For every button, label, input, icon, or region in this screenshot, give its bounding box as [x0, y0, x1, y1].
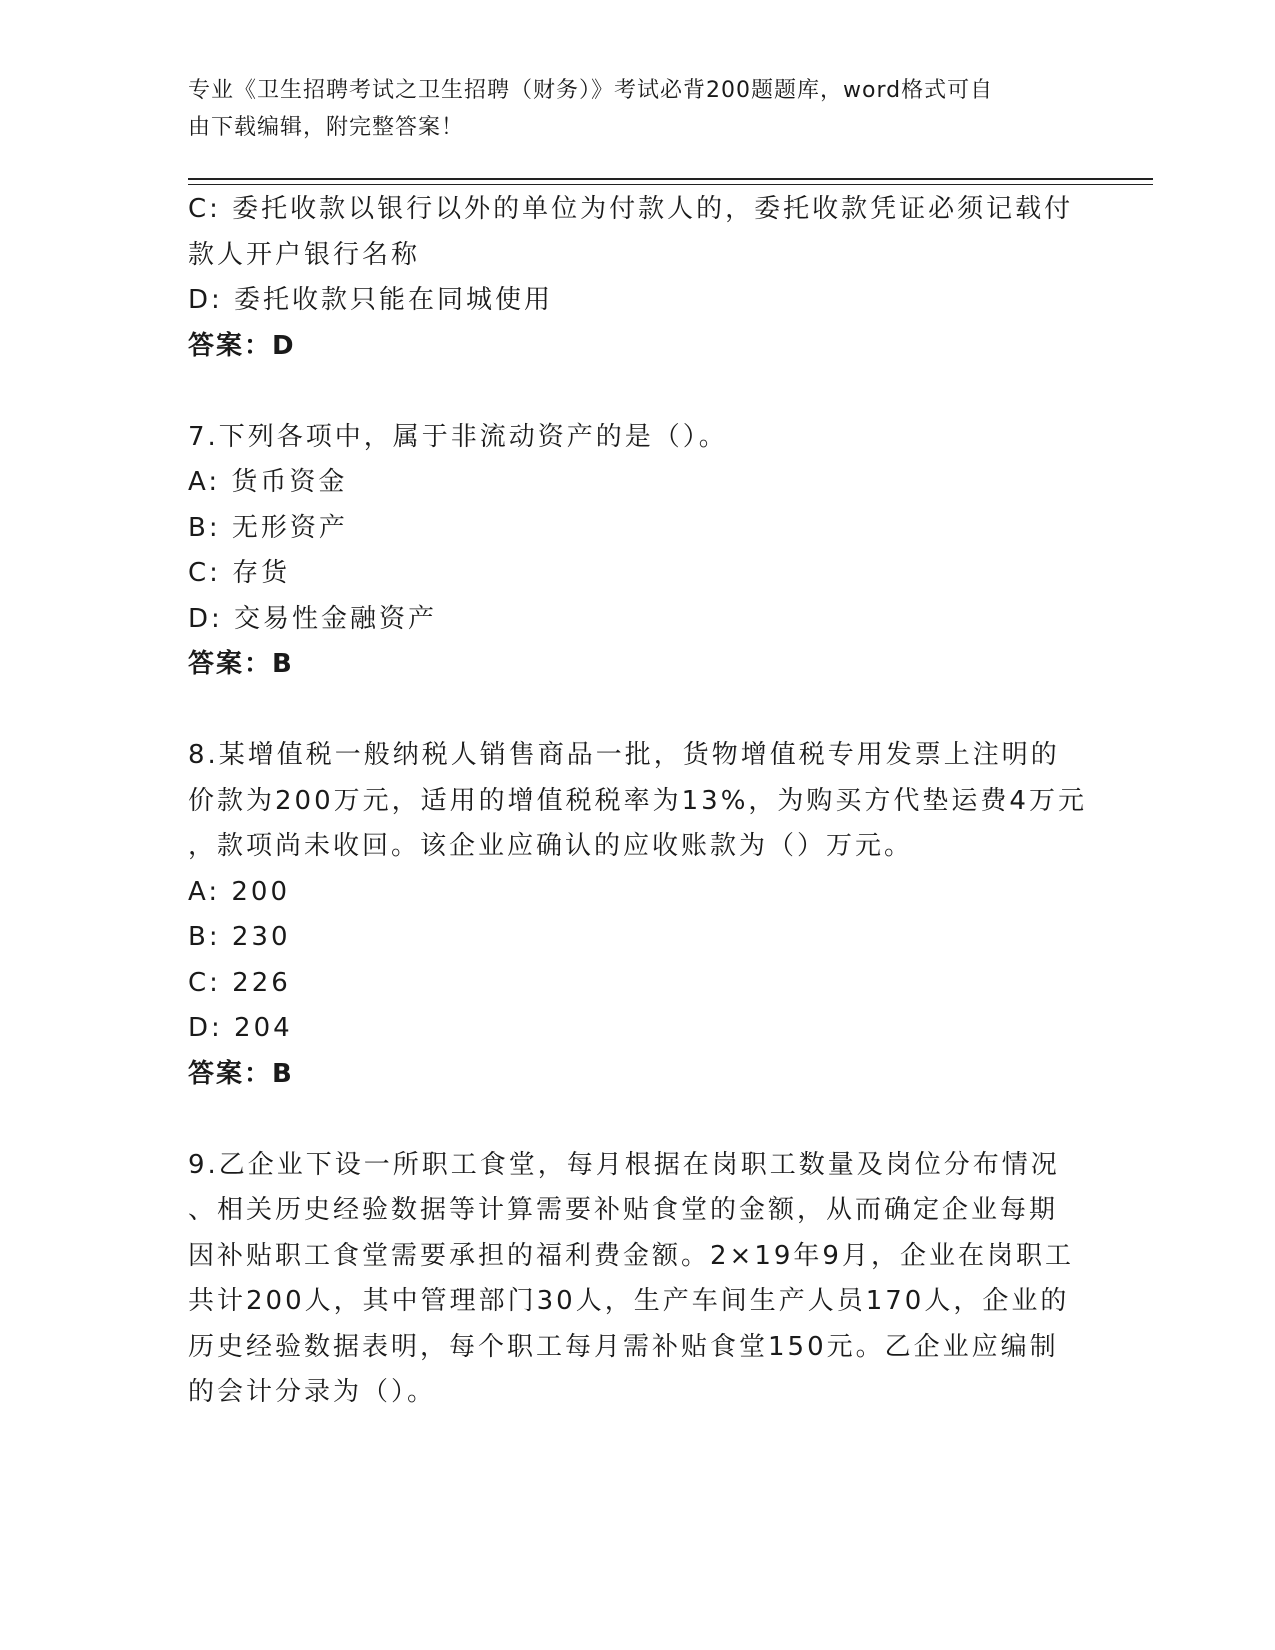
option-c-line-2: 款人开户银行名称 [188, 239, 421, 270]
option-d: D: 交易性金融资产 [188, 603, 438, 634]
question-stem-line-1: 8.某增值税一般纳税人销售商品一批，货物增值税专用发票上注明的 [188, 740, 1060, 770]
header-line-2: 由下载编辑，附完整答案！ [188, 115, 465, 140]
answer: 答案：B [188, 649, 294, 679]
question-7 [188, 415, 1088, 688]
question-6-tail [188, 187, 1088, 369]
option-b: B: 无形资产 [188, 512, 348, 543]
header-rule-thick [188, 178, 1153, 180]
answer: 答案：B [188, 1058, 294, 1089]
question-9 [188, 1143, 1088, 1416]
option-a: A: 200 [188, 876, 290, 907]
spacer [188, 369, 1088, 415]
option-d: D: 委托收款只能在同城使用 [188, 285, 554, 315]
question-stem-line-3: 因补贴职工食堂需要承担的福利费金额。2×19年9月，企业在岗职工 [188, 1240, 1074, 1271]
answer: 答案：D [188, 330, 296, 361]
question-content [188, 187, 1088, 1416]
header-rule-thin [188, 184, 1153, 185]
spacer [188, 688, 1088, 734]
question-stem-line-5: 历史经验数据表明，每个职工每月需补贴食堂150元。乙企业应编制 [188, 1331, 1059, 1362]
question-stem-line-3: ，款项尚未收回。该企业应确认的应收账款为（）万元。 [188, 831, 914, 861]
option-d: D: 204 [188, 1013, 293, 1043]
question-stem-line-4: 共计200人，其中管理部门30人，生产车间生产人员170人，企业的 [188, 1286, 1070, 1316]
document-header [188, 72, 1088, 146]
header-line-1: 专业《卫生招聘考试之卫生招聘（财务）》考试必背200题题库，word格式可自 [188, 78, 994, 103]
spacer [188, 1097, 1088, 1143]
question-stem: 7.下列各项中，属于非流动资产的是（）。 [188, 421, 728, 452]
option-c-line-1: C: 委托收款以银行以外的单位为付款人的，委托收款凭证必须记载付 [188, 194, 1074, 224]
question-8 [188, 733, 1088, 1097]
question-stem-line-1: 9.乙企业下设一所职工食堂，每月根据在岗职工数量及岗位分布情况 [188, 1149, 1060, 1180]
question-stem-line-2: 价款为200万元，适用的增值税税率为13%，为购买方代垫运费4万元 [188, 785, 1087, 816]
option-a: A: 货币资金 [188, 467, 348, 497]
option-b: B: 230 [188, 922, 291, 952]
option-c: C: 226 [188, 967, 291, 998]
option-c: C: 存货 [188, 558, 291, 588]
question-stem-line-2: 、相关历史经验数据等计算需要补贴食堂的金额，从而确定企业每期 [188, 1195, 1059, 1225]
question-stem-line-6: 的会计分录为（）。 [188, 1377, 437, 1407]
